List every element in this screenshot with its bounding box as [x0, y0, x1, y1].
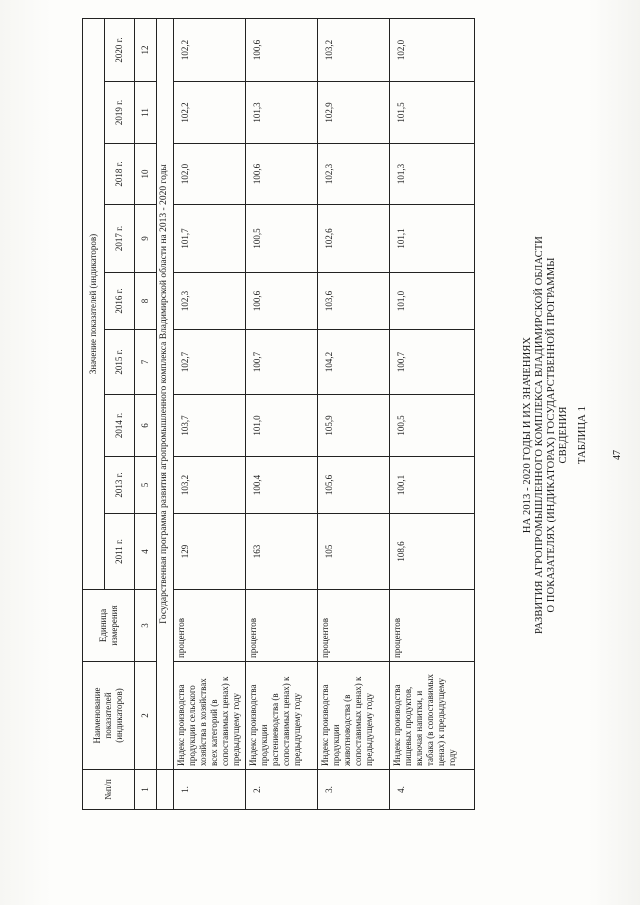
title-line-4: НА 2013 - 2020 ГОДЫ И ИХ ЗНАЧЕНИЯХ	[522, 336, 533, 534]
value-cell: 100,6	[246, 273, 318, 330]
column-index: 7	[135, 330, 157, 395]
value-cell: 100,6	[246, 144, 318, 205]
title-line-2: О ПОКАЗАТЕЛЯХ (ИНДИКАТОРАХ) ГОСУДАРСТВЕННОЙ ПРОГРАММЫ	[546, 257, 557, 613]
value-cell: 100,7	[246, 330, 318, 395]
value-cell: 105	[318, 514, 390, 590]
table-row	[246, 19, 318, 810]
value-cell: 100,1	[390, 457, 475, 514]
page-number: 47	[612, 450, 623, 460]
indicator-name: Индекс производства продукции сельского хозяйства в хозяйствах всех категорий (в сопоставимых ценах) к предыдущему году	[174, 662, 246, 770]
header-name: Наименование показателей (индикаторов)	[83, 662, 135, 770]
value-cell: 100,4	[246, 457, 318, 514]
column-index: 12	[135, 19, 157, 82]
column-index: 11	[135, 82, 157, 144]
value-cell: 102,3	[174, 273, 246, 330]
value-cell: 101,0	[390, 273, 475, 330]
value-cell: 102,6	[318, 205, 390, 273]
header-year: 2015 г.	[105, 330, 135, 395]
indicator-name: Индекс производства пищевых продуктов, включая напитки, и табака (в сопоставимых ценах) к предыдущему году	[390, 662, 475, 770]
unit-cell: процентов	[174, 590, 246, 662]
title-line-3: РАЗВИТИЯ АГРОПРОМЫШЛЕННОГО КОМПЛЕКСА ВЛАДИМИРСКОЙ ОБЛАСТИ	[534, 236, 545, 634]
column-index: 4	[135, 514, 157, 590]
value-cell: 101,3	[246, 82, 318, 144]
unit-cell: процентов	[318, 590, 390, 662]
row-number: 3.	[318, 770, 390, 810]
row-number: 2.	[246, 770, 318, 810]
indicator-name: Индекс производства продукции животноводства (в сопоставимых ценах) к предыдущему году	[318, 662, 390, 770]
value-cell: 102,3	[318, 144, 390, 205]
value-cell: 103,2	[174, 457, 246, 514]
header-unit: Единица измерения	[83, 590, 135, 662]
value-cell: 129	[174, 514, 246, 590]
value-cell: 102,0	[390, 19, 475, 82]
value-cell: 101,5	[390, 82, 475, 144]
value-cell: 104,2	[318, 330, 390, 395]
column-index: 1	[135, 770, 157, 810]
column-index: 8	[135, 273, 157, 330]
value-cell: 102,0	[174, 144, 246, 205]
value-cell: 105,9	[318, 395, 390, 457]
column-index: 2	[135, 662, 157, 770]
column-index: 9	[135, 205, 157, 273]
header-year: 2017 г.	[105, 205, 135, 273]
table-label: ТАБЛИЦА 1	[577, 406, 588, 464]
value-cell: 105,6	[318, 457, 390, 514]
table-row	[390, 19, 475, 810]
header-num: №п/п	[83, 770, 135, 810]
value-cell: 101,3	[390, 144, 475, 205]
unit-cell: процентов	[246, 590, 318, 662]
column-index: 5	[135, 457, 157, 514]
row-number: 4.	[390, 770, 475, 810]
value-cell: 101,0	[246, 395, 318, 457]
value-cell: 102,2	[174, 19, 246, 82]
value-cell: 103,6	[318, 273, 390, 330]
header-year: 2013 г.	[105, 457, 135, 514]
value-cell: 100,5	[390, 395, 475, 457]
column-index: 6	[135, 395, 157, 457]
value-cell: 100,6	[246, 19, 318, 82]
value-cell: 163	[246, 514, 318, 590]
header-values: Значение показателей (индикаторов)	[83, 19, 105, 590]
title-line-1: СВЕДЕНИЯ	[558, 406, 569, 464]
header-year: 2016 г.	[105, 273, 135, 330]
unit-cell: процентов	[390, 590, 475, 662]
value-cell: 102,9	[318, 82, 390, 144]
value-cell: 103,7	[174, 395, 246, 457]
value-cell: 108,6	[390, 514, 475, 590]
indicators-table	[82, 18, 475, 810]
column-index: 3	[135, 590, 157, 662]
row-number: 1.	[174, 770, 246, 810]
table-row	[318, 19, 390, 810]
value-cell: 102,2	[174, 82, 246, 144]
value-cell: 101,1	[390, 205, 475, 273]
header-year: 2018 г.	[105, 144, 135, 205]
value-cell: 103,2	[318, 19, 390, 82]
value-cell: 102,7	[174, 330, 246, 395]
column-index: 10	[135, 144, 157, 205]
table-row	[174, 19, 246, 810]
value-cell: 100,5	[246, 205, 318, 273]
value-cell: 100,7	[390, 330, 475, 395]
header-year: 2019 г.	[105, 82, 135, 144]
header-year: 2020 г.	[105, 19, 135, 82]
indicator-name: Индекс производства продукции растениеводства (в сопоставимых ценах) к предыдущему году	[246, 662, 318, 770]
column-index-row	[135, 19, 157, 810]
section-title: Государственная программа развития агропромышленного комплекса Владимирской области на 2013 - 2020 годы	[157, 19, 174, 770]
value-cell: 101,7	[174, 205, 246, 273]
header-year: 2011 г.	[105, 514, 135, 590]
header-year: 2014 г.	[105, 395, 135, 457]
